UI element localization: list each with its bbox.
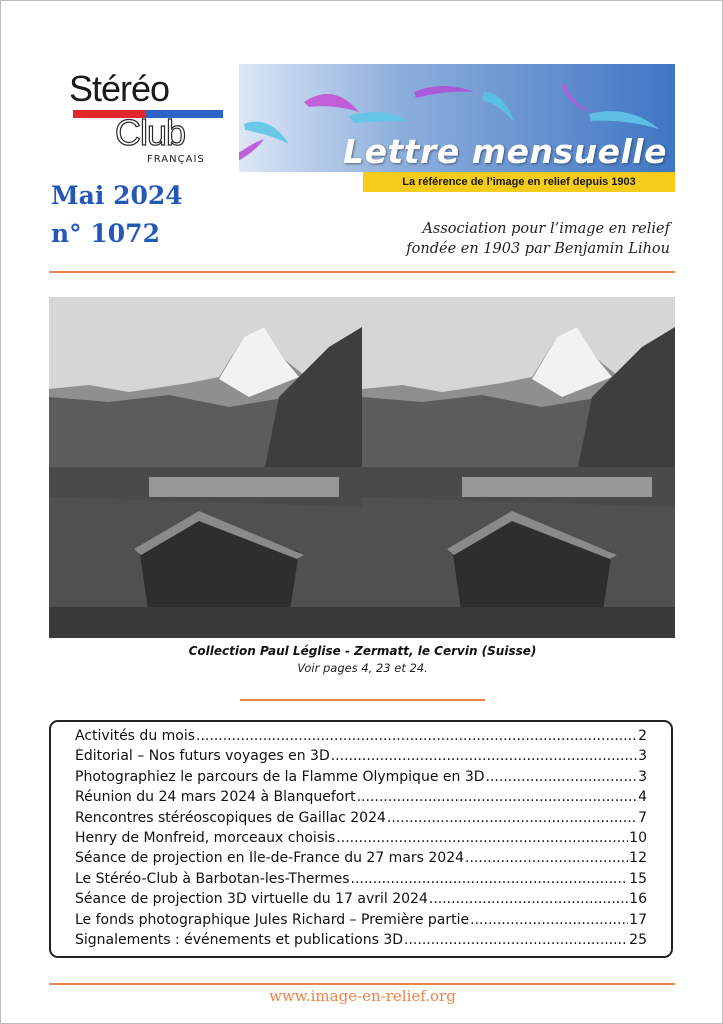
toc-item-title: Réunion du 24 mars 2024 à Blanquefort (75, 789, 356, 806)
toc-item[interactable] (75, 789, 647, 809)
stereo-photo-right (362, 297, 675, 638)
toc-leader-dots (351, 871, 629, 887)
toc-item-title: Activités du mois (75, 728, 196, 744)
stereo-photo (49, 297, 675, 638)
toc-leader-dots (470, 912, 628, 928)
toc-item-title: Le Stéréo-Club à Barbotan-les-Thermes (75, 870, 350, 887)
toc-item-title: Signalements : événements et publications 3D (75, 931, 404, 948)
toc-item[interactable] (75, 891, 647, 911)
toc-item[interactable] (75, 850, 647, 870)
issue-number: n° 1072 (51, 219, 160, 248)
stereo-photo-left (49, 297, 362, 638)
toc-item-page: 10 (629, 829, 647, 846)
toc-item-page: 7 (638, 809, 647, 826)
toc-leader-dots (486, 769, 638, 785)
toc-item-title: Séance de projection 3D virtuelle du 17 avril 2024 (75, 891, 428, 908)
association-line-2: fondée en 1903 par Benjamin Lihou (406, 241, 670, 257)
toc-item[interactable] (75, 810, 647, 830)
toc-item-title: Le fonds photographique Jules Richard – Première partie (75, 911, 470, 928)
toc-item-title: Rencontres stéréoscopiques de Gaillac 2024 (75, 809, 386, 826)
toc-leader-dots (429, 891, 628, 907)
toc-leader-dots (387, 810, 637, 826)
stereo-club-logo (49, 64, 239, 172)
photo-caption: Collection Paul Léglise - Zermatt, le Cervin (Suisse) (188, 644, 537, 658)
table-of-contents (49, 720, 673, 958)
footer-divider (49, 983, 675, 985)
toc-leader-dots (465, 850, 628, 866)
toc-leader-dots (331, 748, 637, 764)
toc-leader-dots (404, 932, 628, 948)
toc-item-page: 25 (629, 931, 647, 948)
toc-item[interactable] (75, 871, 647, 891)
toc-item[interactable] (75, 728, 647, 748)
toc-item-page: 15 (629, 870, 647, 887)
header-divider (49, 271, 675, 273)
toc-item-title: Éditorial – Nos futurs voyages en 3D (75, 748, 330, 765)
toc-item-page: 12 (629, 850, 647, 867)
toc-item-title: Photographiez le parcours de la Flamme Olympique en 3D (75, 768, 485, 785)
toc-item-page: 2 (638, 728, 647, 744)
toc-item[interactable] (75, 912, 647, 932)
toc-item[interactable] (75, 830, 647, 850)
newsletter-title: Lettre mensuelle (343, 132, 667, 171)
toc-item-page: 17 (629, 911, 647, 928)
issue-month: Mai 2024 (51, 181, 183, 210)
website-link[interactable]: www.image-en-relief.org (269, 987, 456, 1005)
association-description (350, 219, 670, 259)
association-line-1: Association pour l’image en relief (422, 221, 670, 237)
logo-stereo-text: Stéréo (69, 68, 170, 109)
tagline: La référence de l’image en relief depuis 1903 (363, 172, 675, 192)
toc-item-title: Séance de projection en Île-de-France du 27 mars 2024 (75, 850, 465, 867)
header-banner (49, 64, 675, 172)
toc-item-page: 16 (629, 891, 647, 908)
toc-leader-dots (196, 728, 637, 744)
toc-item-page: 3 (638, 748, 647, 765)
logo-francais-text: FRANÇAIS (147, 154, 205, 165)
toc-item-page: 3 (638, 768, 647, 785)
toc-item[interactable] (75, 769, 647, 789)
toc-item[interactable] (75, 932, 647, 952)
toc-leader-dots (357, 789, 637, 805)
toc-item-page: 4 (638, 789, 647, 806)
toc-item-title: Henry de Monfreid, morceaux choisis (75, 829, 336, 846)
caption-divider (240, 699, 485, 701)
photo-subcaption: Voir pages 4, 23 et 24. (297, 661, 428, 675)
toc-leader-dots (336, 830, 628, 846)
toc-item[interactable] (75, 748, 647, 768)
logo-club-text: Club (115, 112, 186, 153)
